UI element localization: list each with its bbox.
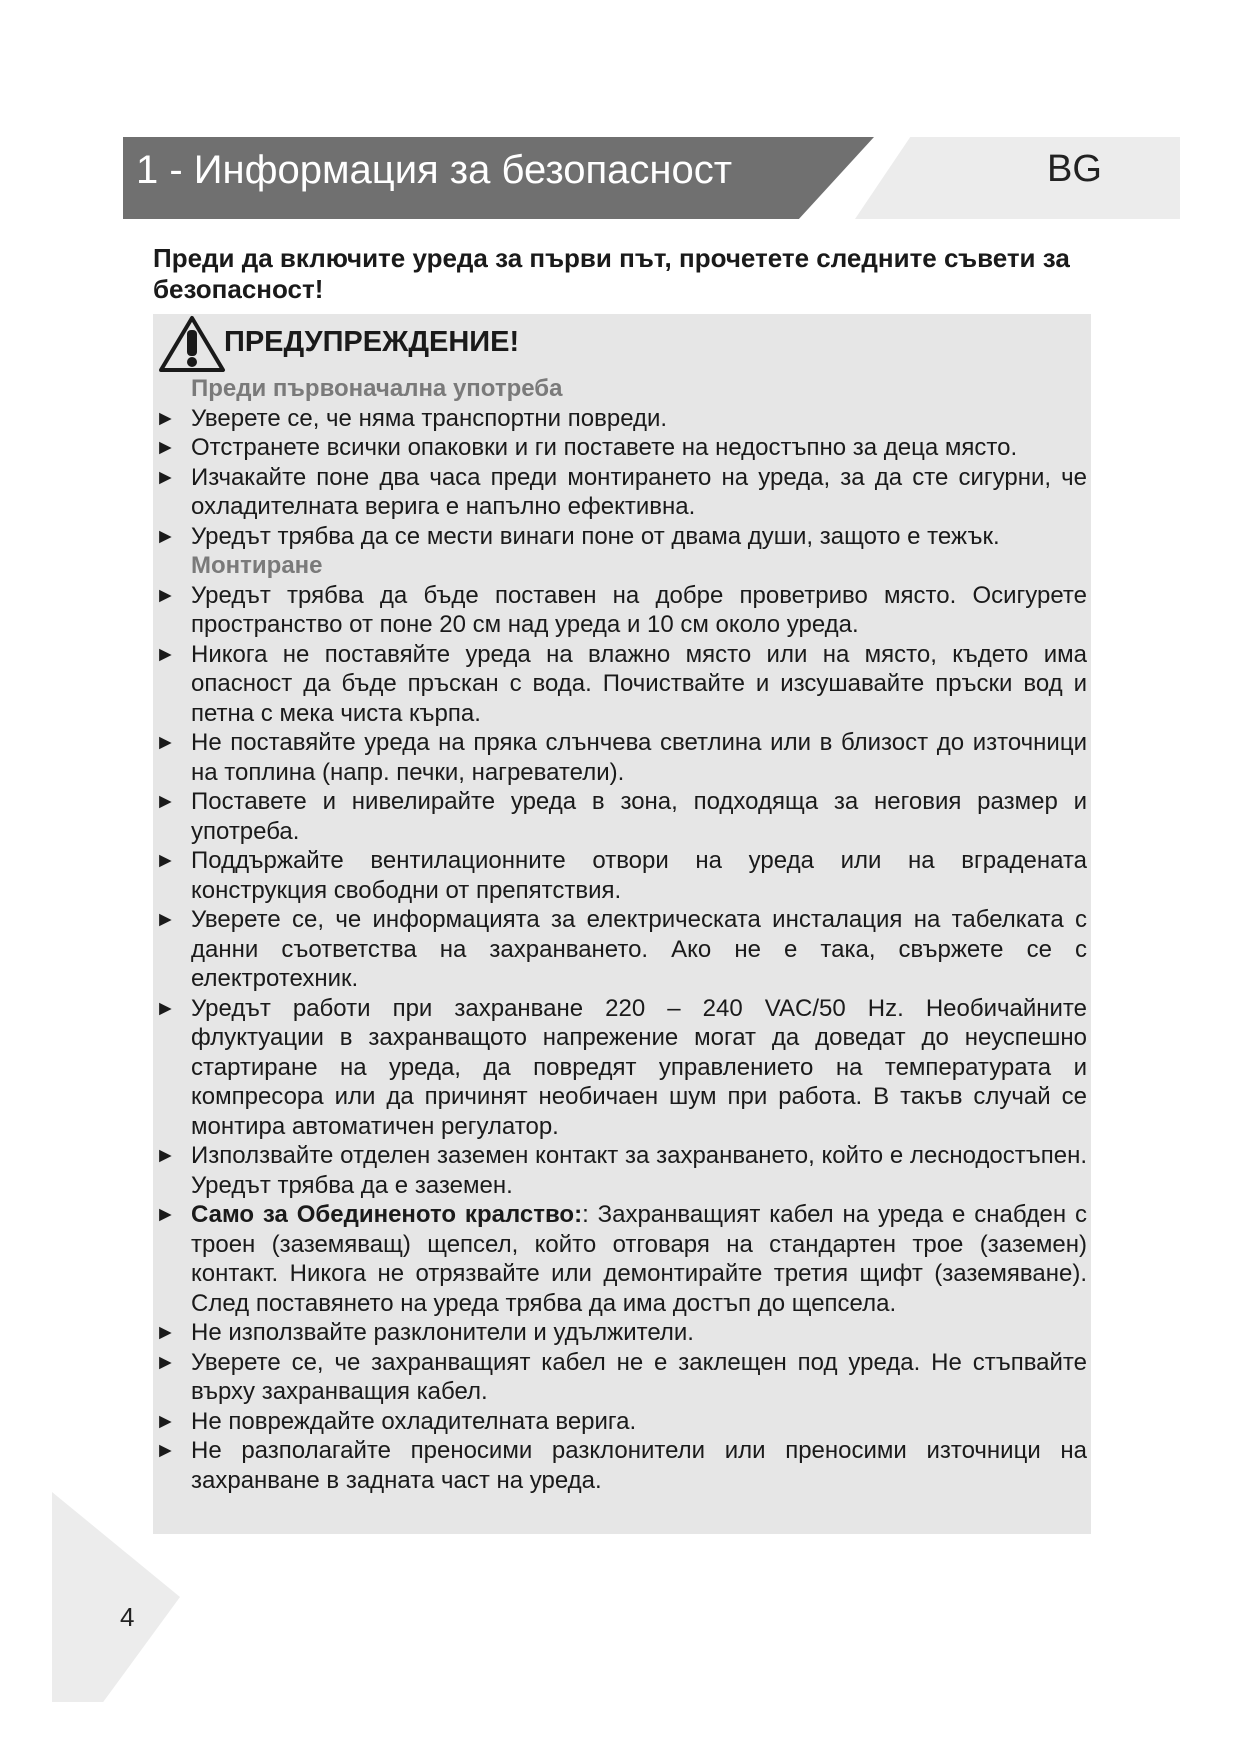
- list-item-uk-only: ► Само за Обединеното кралство:: Захранващият кабел на уреда е снабден с троен (заземяващ) щепсел, който отговаря на стандартен трое (заземен) контакт. Никога не отрязвайте или демонтирайте третия щифт (заземяване). След поставянето на уреда трябва да има достъп до щепсела.: [155, 1201, 1087, 1317]
- list-item: ► Уверете се, че информацията за електрическата инсталация на табелката с данни съответства на захранването. Ако не е така, свържете се с електротехник.: [155, 906, 1087, 992]
- bullet-arrow-icon: ►: [155, 465, 176, 489]
- header-accent: [855, 137, 1180, 219]
- list-item: ► Поставете и нивелирайте уреда в зона, подходяща за неговия размер и употреба.: [155, 788, 1087, 845]
- warning-triangle-icon: [157, 314, 227, 374]
- list-item: ► Уверете се, че няма транспортни повреди.: [155, 404, 668, 432]
- bullet-arrow-icon: ►: [155, 731, 176, 754]
- section-title-installation: Монтиране: [191, 552, 323, 579]
- warning-title: ПРЕДУПРЕЖДЕНИЕ!: [224, 326, 520, 358]
- section-title-first-use: Преди първоначална употреба: [191, 375, 563, 402]
- list-item: ► Използвайте отделен заземен контакт за захранването, който е леснодостъпен. Уредът трябва да е заземен.: [155, 1142, 1087, 1199]
- list-item: ► Изчакайте поне два часа преди монтирането на уреда, за да сте сигурни, че охладителната верига е напълно ефективна.: [155, 463, 1087, 520]
- bullet-arrow-icon: ►: [155, 1321, 176, 1344]
- bullet-arrow-icon: ►: [155, 1144, 176, 1167]
- bullet-arrow-icon: ►: [155, 790, 176, 813]
- list-item: ► Отстранете всички опаковки и ги поставете на недостъпно за деца място.: [155, 434, 1018, 461]
- list-item: ► Никога не поставяйте уреда на влажно място или на място, където има опасност да бъде пръскан с вода. Почиствайте и изсушавайте пръски вод и петна с мека чиста кърпа.: [155, 640, 1087, 727]
- bullet-arrow-icon: ►: [155, 1350, 176, 1374]
- language-code: BG: [1047, 148, 1102, 190]
- bullet-arrow-icon: ►: [155, 436, 176, 459]
- bullet-arrow-icon: ►: [155, 524, 176, 548]
- bullet-arrow-icon: ►: [155, 849, 176, 872]
- list-item: ► Не разполагайте преносими разклонители или преносими източници на захранване в задната част на уреда.: [155, 1437, 1087, 1494]
- list-item: ► Не използвайте разклонители и удължители.: [155, 1319, 694, 1346]
- list-item: ► Уредът работи при захранване 220 – 240 VAC/50 Hz. Необичайните флуктуации в захранващото напрежение могат да доведат до неуспешно стартиране на уреда, да повредят управлението на температурата и компресора или да причинят необичаен шум при работа. В такъв случай се монтира автоматичен регулатор.: [155, 994, 1087, 1140]
- list-item: ► Не поставяйте уреда на пряка слънчева светлина или в близост до източници на топлина (напр. печки, нагреватели).: [155, 729, 1087, 786]
- list-item: ► Уредът трябва да се мести винаги поне от двама души, защото е тежък.: [155, 522, 1000, 550]
- bullet-arrow-icon: ►: [155, 642, 176, 666]
- bullet-arrow-icon: ►: [155, 908, 176, 931]
- bullet-arrow-icon: ►: [155, 1203, 176, 1226]
- list-item: ► Уверете се, че захранващият кабел не е заклещен под уреда. Не стъпвайте върху захранващия кабел.: [155, 1348, 1087, 1405]
- bullet-arrow-icon: ►: [155, 406, 176, 430]
- intro-text: Преди да включите уреда за първи път, прочетете следните съвети за безопасност!: [153, 243, 1070, 304]
- page-number: 4: [120, 1602, 135, 1632]
- bullet-arrow-icon: ►: [155, 1409, 176, 1433]
- bullet-arrow-icon: ►: [155, 996, 176, 1020]
- warning-content: [153, 374, 1087, 1495]
- page-title: 1 - Информация за безопасност: [136, 148, 733, 192]
- list-item: ► Уредът трябва да бъде поставен на добре проветриво място. Осигурете пространство от поне 20 см над уреда и 10 см около уреда.: [155, 581, 1087, 638]
- bullet-arrow-icon: ►: [155, 1439, 176, 1462]
- list-item: ► Не повреждайте охладителната верига.: [155, 1407, 637, 1435]
- bullet-arrow-icon: ►: [155, 583, 176, 607]
- list-item: ► Поддържайте вентилационните отвори на уреда или на вградената конструкция свободни от препятствия.: [155, 847, 1087, 904]
